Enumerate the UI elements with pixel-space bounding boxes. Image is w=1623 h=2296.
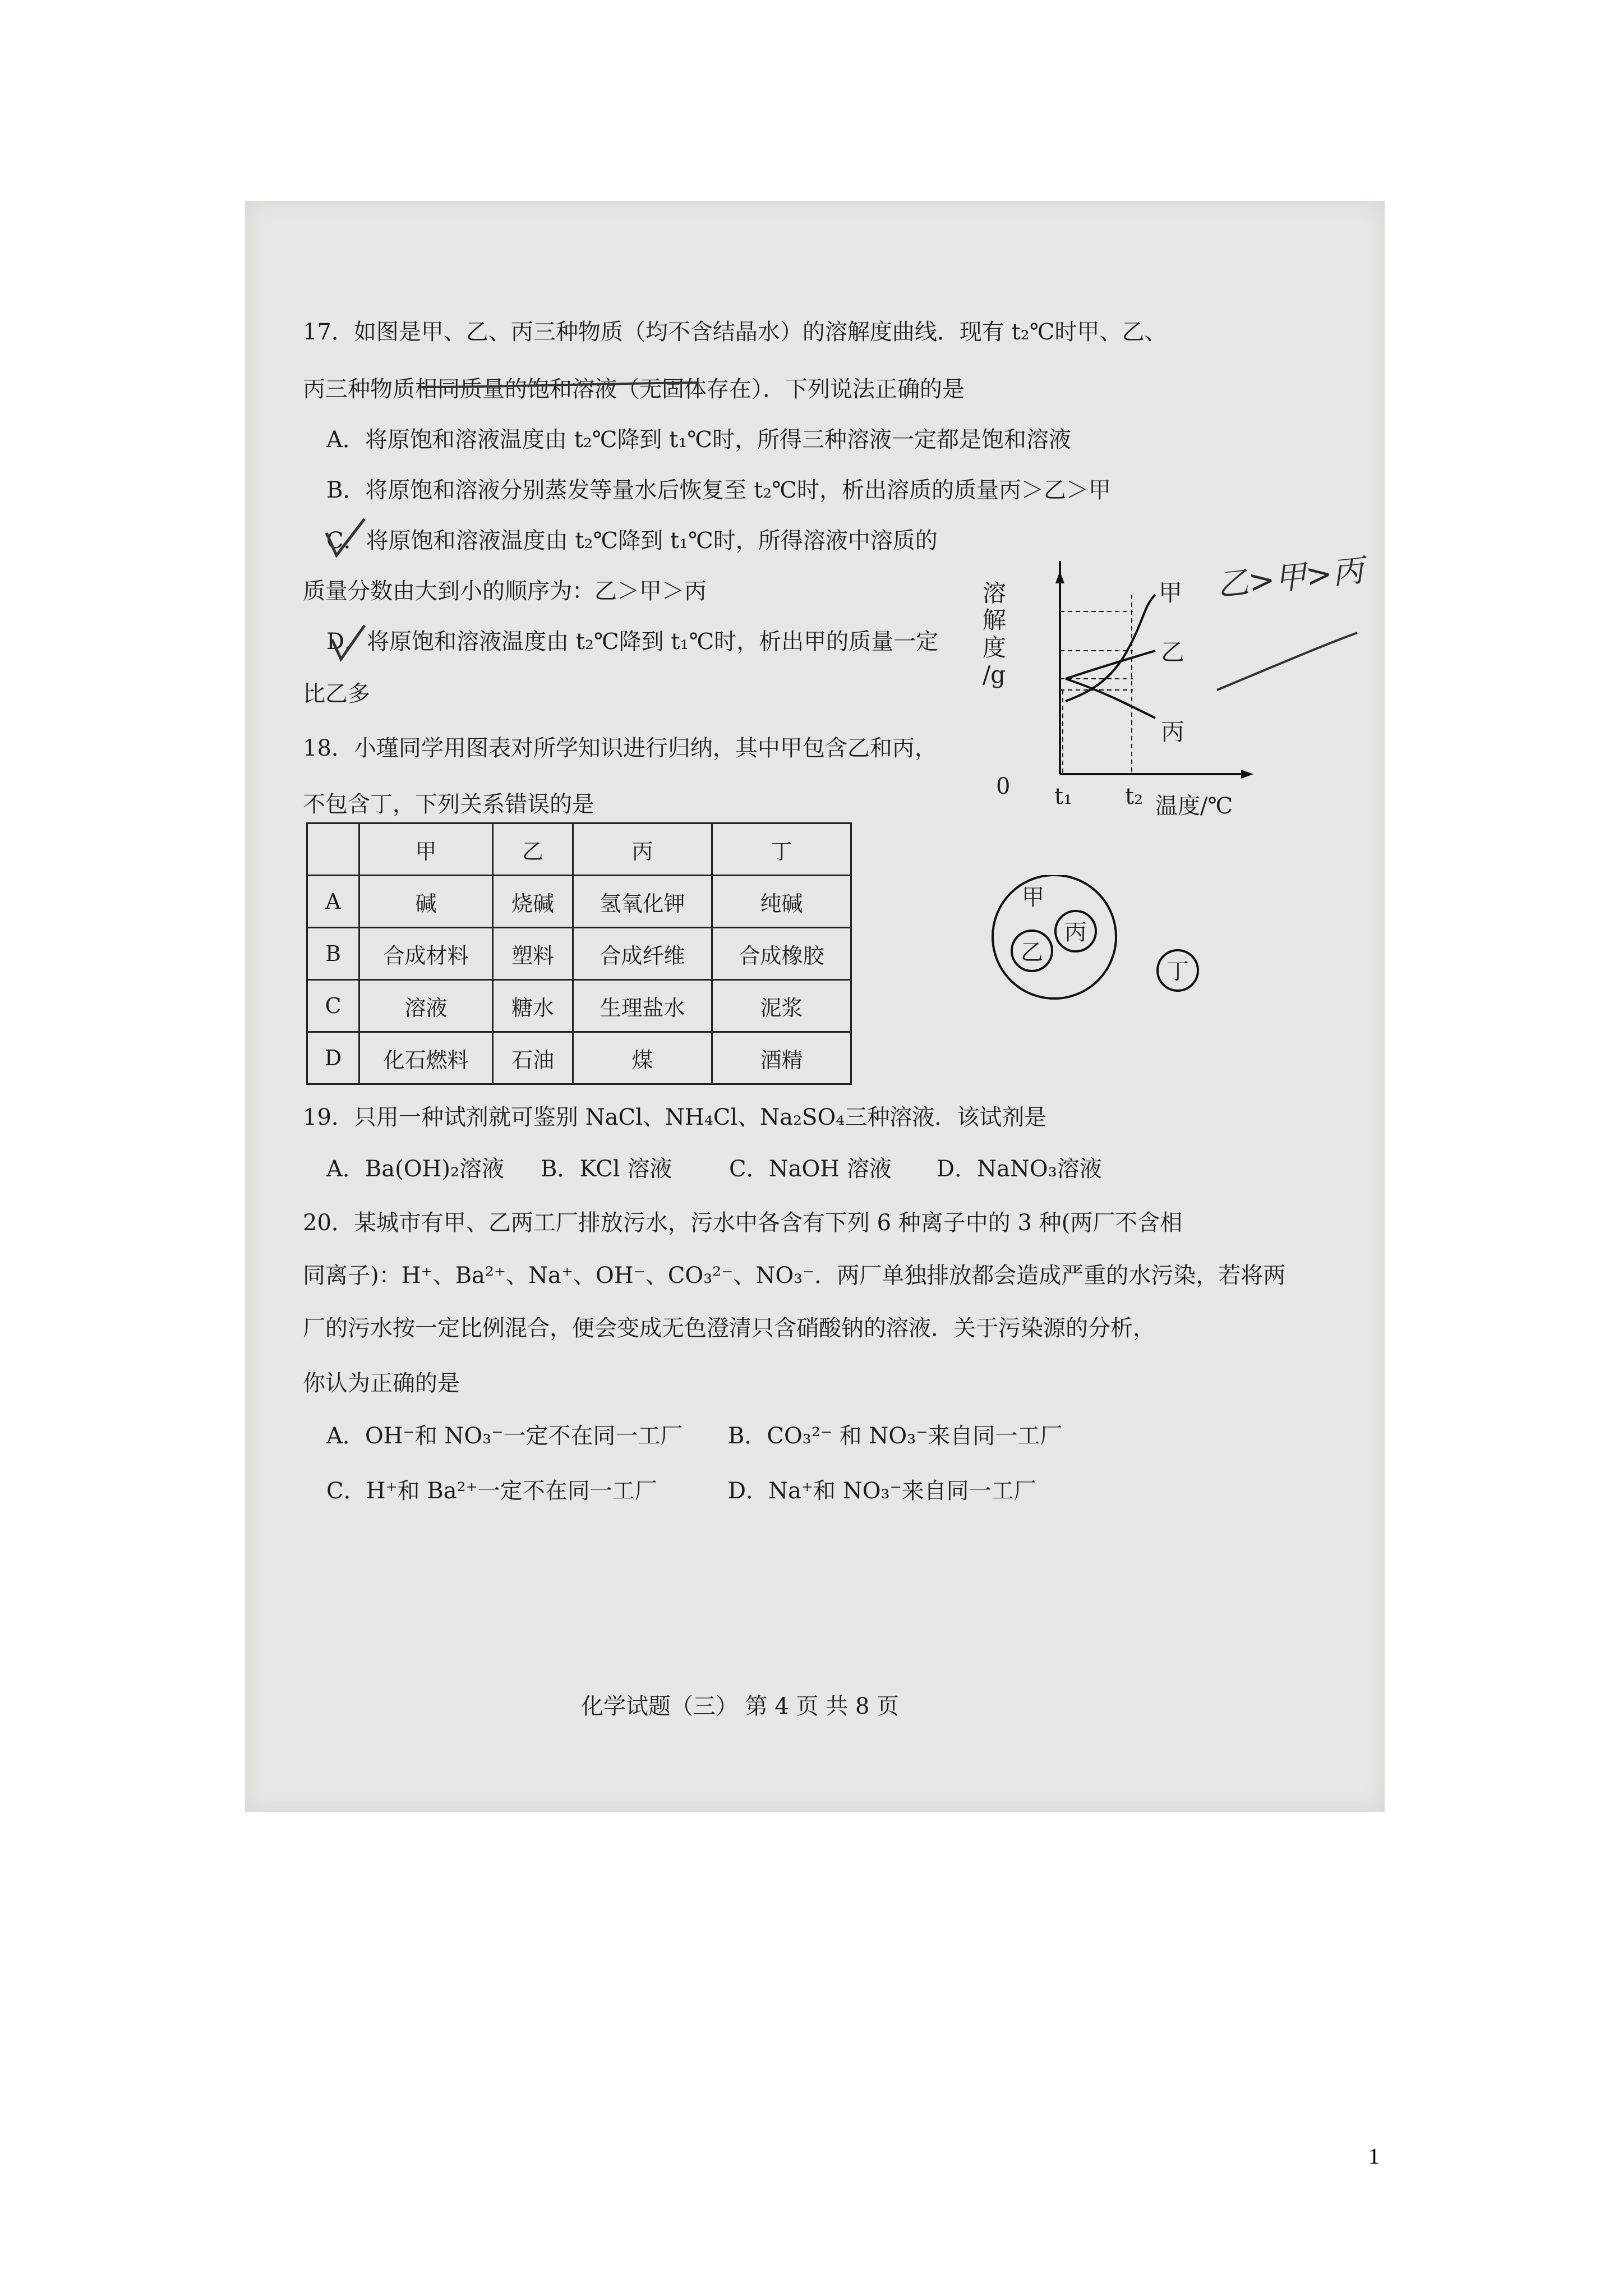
- table-cell: 烧碱: [493, 876, 573, 928]
- q20-option-c: C．H⁺和 Ba²⁺一定不在同一工厂: [326, 1478, 657, 1504]
- table-cell: 煤: [573, 1032, 712, 1084]
- table-cell: 泥浆: [712, 980, 851, 1032]
- q18-line1: 18．小瑾同学用图表对所学知识进行归纳，其中甲包含乙和丙，: [303, 735, 937, 761]
- graph-y-label: 溶 解 度 /g: [983, 579, 1007, 688]
- graph-x-label: 温度/℃: [1155, 793, 1233, 819]
- table-cell: 糖水: [493, 980, 573, 1032]
- page-footer: 化学试题（三） 第 4 页 共 8 页: [581, 1694, 900, 1719]
- venn-circle-jia: [993, 875, 1116, 999]
- q17-line1: 17．如图是甲、乙、丙三种物质（均不含结晶水）的溶解度曲线．现有 t₂℃时甲、乙、: [303, 319, 1167, 345]
- solubility-graph: [976, 561, 1256, 819]
- handwritten-answer-note: 乙>甲>丙: [1215, 552, 1366, 604]
- table-cell: C: [307, 980, 359, 1032]
- table-cell: D: [307, 1032, 359, 1084]
- q20-line2: 同离子)：H⁺、Ba²⁺、Na⁺、OH⁻、CO₃²⁻、NO₃⁻．两厂单独排放都会造成严重的水污染，若将两: [303, 1263, 1286, 1289]
- table-header: 乙: [493, 823, 573, 876]
- graph-label-jia: 甲: [1159, 579, 1183, 606]
- table-cell: 碱: [359, 876, 493, 928]
- q20-option-d: D．Na⁺和 NO₃⁻来自同一工厂: [728, 1478, 1036, 1504]
- table-cell: 氢氧化钾: [573, 876, 712, 928]
- graph-label-yi: 乙: [1161, 638, 1185, 666]
- q20-option-a: A．OH⁻和 NO₃⁻一定不在同一工厂: [326, 1423, 683, 1449]
- table-header: 丙: [573, 823, 712, 876]
- q20-line4: 你认为正确的是: [303, 1370, 460, 1396]
- q19-option-c: C．NaOH 溶液: [729, 1156, 892, 1182]
- curve-bing: [1066, 679, 1155, 718]
- q17-option-d-line2: 比乙多: [303, 681, 370, 707]
- q17-option-b: B．将原饱和溶液分别蒸发等量水后恢复至 t₂℃时，析出溶质的质量丙＞乙＞甲: [326, 477, 1111, 503]
- table-row: [307, 980, 851, 1032]
- table-cell: 合成橡胶: [712, 928, 851, 980]
- q20-option-b: B．CO₃²⁻ 和 NO₃⁻来自同一工厂: [728, 1423, 1063, 1449]
- table-cell: B: [307, 928, 359, 980]
- table-row: [307, 876, 851, 928]
- table-cell: 合成材料: [359, 928, 493, 980]
- venn-label-yi: 乙: [1021, 940, 1043, 965]
- q17-option-c-line2: 质量分数由大到小的顺序为：乙＞甲＞丙: [303, 578, 707, 604]
- table-cell: 纯碱: [712, 876, 851, 928]
- q17-line2: 丙三种物质相同质量的饱和溶液（无固体存在）．下列说法正确的是: [303, 376, 965, 402]
- graph-label-bing: 丙: [1161, 718, 1185, 746]
- table-cell: 化石燃料: [359, 1032, 493, 1084]
- table-row: [307, 928, 851, 980]
- x-axis-arrow: [1241, 770, 1253, 779]
- table-header: 丁: [712, 823, 851, 876]
- page-number: 1: [1368, 2143, 1380, 2169]
- table-header-row: [307, 823, 851, 876]
- table-cell: 酒精: [712, 1032, 851, 1084]
- q17-option-d-line1: D．将原饱和溶液温度由 t₂℃降到 t₁℃时，析出甲的质量一定: [326, 629, 939, 655]
- q19-option-a: A．Ba(OH)₂溶液: [326, 1156, 505, 1182]
- table-header: [307, 823, 359, 876]
- q17-option-a: A．将原饱和溶液温度由 t₂℃降到 t₁℃时，所得三种溶液一定都是饱和溶液: [326, 427, 1072, 453]
- graph-t2: t₂: [1125, 784, 1144, 809]
- table-header: 甲: [359, 823, 493, 876]
- table-cell: 塑料: [493, 928, 573, 980]
- q19-option-b: B．KCl 溶液: [541, 1156, 672, 1182]
- classification-table: [306, 822, 852, 1085]
- q19-option-d: D．NaNO₃溶液: [937, 1156, 1102, 1182]
- y-axis-arrow: [1055, 571, 1064, 583]
- q19-stem: 19．只用一种试剂就可鉴别 NaCl、NH₄Cl、Na₂SO₄三种溶液．该试剂是: [303, 1105, 1047, 1130]
- table-cell: 溶液: [359, 980, 493, 1032]
- venn-label-bing: 丙: [1064, 919, 1087, 945]
- q20-line3: 厂的污水按一定比例混合，便会变成无色澄清只含硝酸钠的溶液．关于污染源的分析，: [303, 1315, 1155, 1341]
- graph-t1: t₁: [1054, 784, 1073, 809]
- venn-label-jia: 甲: [1022, 885, 1044, 910]
- q20-line1: 20．某城市有甲、乙两工厂排放污水，污水中各含有下列 6 种离子中的 3 种(两厂不含相: [303, 1210, 1183, 1236]
- table-cell: 石油: [493, 1032, 573, 1084]
- table-cell: 生理盐水: [573, 980, 712, 1032]
- table-cell: 合成纤维: [573, 928, 712, 980]
- venn-label-ding: 丁: [1166, 959, 1189, 984]
- table-row: [307, 1032, 851, 1084]
- q17-option-c-line1: C．将原饱和溶液温度由 t₂℃降到 t₁℃时，所得溶液中溶质的: [326, 528, 938, 554]
- table-cell: A: [307, 876, 359, 928]
- q18-line2: 不包含丁，下列关系错误的是: [303, 792, 594, 817]
- graph-origin: 0: [996, 774, 1011, 799]
- curve-jia: [1066, 595, 1155, 701]
